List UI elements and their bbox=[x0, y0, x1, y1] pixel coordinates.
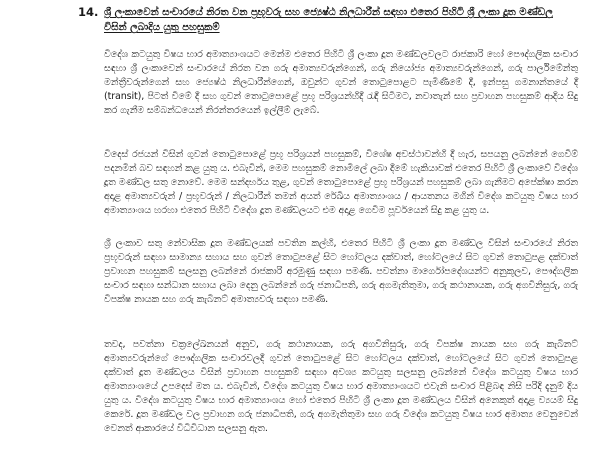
paragraph-4: තවද, පවත්නා චක්‍රලේඛනයන් අනුව, ගරු කථානායක, ගරු අගවිනිසුරු, ගරු විපක්ෂ නායක සහ ගරු කැබිනට් අමාත්‍යවරුන්ගේ පෞද්ගලික සංචාරවලදී ගුවන් තොටුපළේ සිට හෝටලය දක්වාත්, හෝටලයේ සිට ගුවන් තොටුපළ දක්වාත් දූත මණ්ඩලය විසින් ප්‍රවාහන පහසුකම් සඳහා අවශ්‍ය කටයුතු සලසනු ලබන්නේ විදේශ කටයුතු විෂය භාර අමාත්‍යාංශයේ උපදෙස් මත ය. එබැවින්, විදේශ කටයුතු විෂය භාර අමාත්‍යාංශයට එවැනි සංචාර පිළිබඳ නිසි පරිදි දැනුම් දිය යුතු ය. විදේශ කටයුතු විෂය භාර අමාත්‍යාංශය හෝ එතෙර පිහිටි ශ්‍රී ලංකා දූත මණ්ඩලය විසින් අනෙකුත් අදාළ ව්‍යයම් සිදු කෙරේ. දූත මණ්ඩල වල ප්‍රවාහන ගරු ජනාධිපති, ගරු අගමැතිතුමා සහ ගරු විදේශ කටයුතු විෂය භාර අමාත්‍ය වෙනුවෙන් වෙනත් ආකාරයේ විධිවිධාන සලසනු ඇත. bbox=[104, 339, 578, 434]
section-heading bbox=[78, 5, 578, 35]
paragraph-3: ශ්‍රී ලංකාව සතු නේවාසික දූත මණ්ඩලයක් පවතින කල්හි, එතෙර පිහිටි ශ්‍රී ලංකා දූත මණ්ඩල විසින් සංචාරයේ නිරත ප්‍රභූවරුන් සඳහා සාමාන්‍ය සහාය සහ ගුවන් තොටුපළේ සිට හෝටලය දක්වාත්, හෝටලයේ සිට ගුවන් තොටුපළ දක්වාත් ප්‍රවාහන පහසුකම් සලසනු ලබන්නේ රාජකාරි අරමුණු සඳහා පමණි. පවත්නා මාර්ගෝපදේශයන්ට අනුකූලව, පෞද්ගලික සංචාර සඳහා සන්ධාන සහාය ලබා දෙනු ලබන්නේ ගරු ජනාධිපති, ගරු අගමැතිතුමා, ගරු කථානායක, ගරු අගවිනිසුරු, ගරු විපක්ෂ නායක සහ ගරු කැබිනට් අමාත්‍යවරු සඳහා පමණි. bbox=[104, 238, 578, 305]
paragraph-1: විදේශ කටයුතු විෂය භාර අමාත්‍යාංශයට මෙන්ම එතෙර පිහිටි ශ්‍රී ලංකා දූත මණ්ඩලවලට රාජකාරි හෝ පෞද්ගලික සංචාර සඳහා ශ්‍රී ලංකාවෙන් සංචාරයේ නිරත වන ගරු අමාත්‍යවරුන්ගෙන්, ගරු නියෝජ්‍ය අමාත්‍යවරුන්ගෙන්, ගරු පාර්ලිමේන්තු මන්ත්‍රීවරුන්ගෙන් සහ ජ්‍යෙෂ්ඨ නිලධාරීන්ගෙන්, ඔවුන්ට ගුවන් තොටුපොළට පැමිණීමේ දී, ඉන්පසු ගමනාන්තයේ දී (transit), පිටත් වීමේ දී සහ ගුවන් තොටුපොළේ ප්‍රභූ පරිශ්‍රයන්හිදී රැඳී සිටීමට, නවාතැන් සහ ප්‍රවාහන පහසුකම් ආදිය සිදු කර ගැනීම සම්බන්ධයෙන් නිරන්තරයෙන් ඉල්ලීම් ලැබේ. bbox=[104, 49, 578, 116]
paragraph-2: විදෙස් රජයන් විසින් ගුවන් තොටුපොළේ ප්‍රභූ පරිශ්‍රයන් පහසුකම්, විශේෂ අවස්ථාවන්හි දී හැර, සපයනු ලබන්නේ ගෙවීම් පදනමින් බව සඳහන් කළ යුතු ය. එබැවින්, මෙම පහසුකම් නොමිලේ ලබා දීමේ හැකියාවක් එතෙර පිහිටි ශ්‍රී ලංකාවේ විදේශ දූත මණ්ඩල සතු නොවේ. මෙම සන්දර්භය තුළ, ගුවන් තොටුපොළේ ප්‍රභූ පරිශ්‍රයන් පහසුකම් ලබා ගැනීමට අපේක්ෂා කරන අදාළ අමාත්‍යවරුන් / ප්‍රභූවරුන් / නිලධාරීන් තමන් අයත් රේඛීය අමාත්‍යාංශය / ආයතනය මගින් විදේශ කටයුතු විෂය භාර අමාත්‍යාංශය හරහා එතෙර පිහිටි විදේශ දූත මණ්ඩලයට එම අදාළ ගෙවීම පූර්වයෙන් සිදු කළ යුතු ය. bbox=[104, 149, 578, 216]
section-number: 14. bbox=[78, 5, 99, 19]
section-title: ශ්‍රී ලංකාවෙන් සංචාරයේ නිරත වන ප්‍රභූවරු සහ ජ්‍යෙෂ්ඨ නිලධාරීන් සඳහා එතෙර පිහිටි ශ්‍රී ලංකා දූත මණ්ඩල විසින් ලබාදිය යුතු පහසුකම් bbox=[104, 7, 553, 33]
